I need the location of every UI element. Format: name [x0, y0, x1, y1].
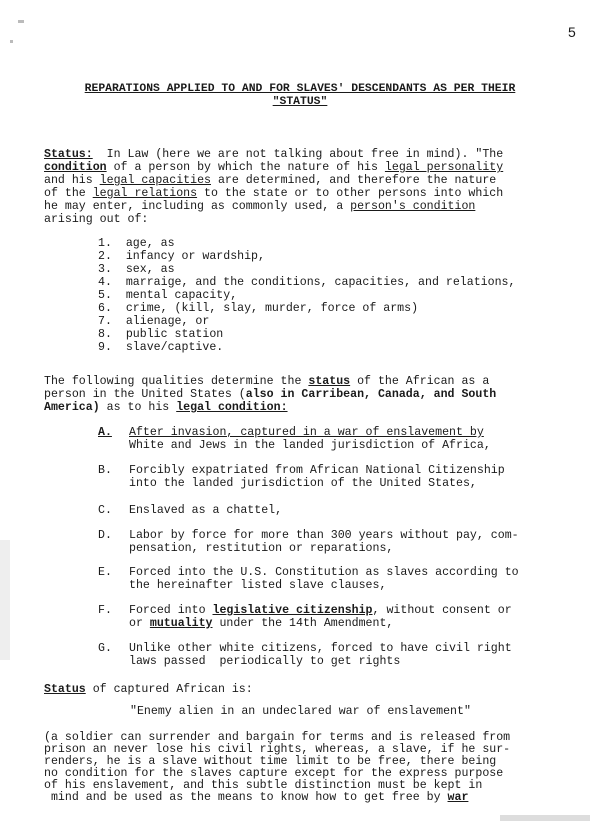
list-item: 3. sex, as	[98, 263, 175, 276]
status-line-5: he may enter, including as commonly used, a person's condition	[44, 200, 476, 213]
list-item: 2. infancy or wardship,	[98, 250, 265, 263]
list-item-continued: pensation, restitution or reparations,	[129, 542, 394, 555]
document-title: REPARATIONS APPLIED TO AND FOR SLAVES' DESCENDANTS AS PER THEIR	[84, 83, 516, 95]
list-item: 8. public station	[98, 328, 224, 341]
closing-line: of his enslavement, and this subtle distinction must be kept in	[44, 779, 483, 792]
list-item: A. After invasion, captured in a war of enslavement by	[98, 426, 484, 439]
page-number: 5	[568, 24, 576, 40]
status-line-4: of the legal relations to the state or to other persons into which	[44, 187, 504, 200]
list-item: 1. age, as	[98, 237, 175, 250]
list-item: G. Unlike other white citizens, forced to have civil right	[98, 642, 512, 655]
status-line-1: Status: In Law (here we are not talking about free in mind). "The	[44, 148, 504, 161]
list-item: F. Forced into legislative citizenship, without consent or	[98, 604, 512, 617]
document-title-line2: "STATUS"	[272, 96, 328, 108]
scan-speck	[10, 40, 13, 43]
captured-status-quote: "Enemy alien in an undeclared war of enslavement"	[130, 705, 471, 718]
list-item: C. Enslaved as a chattel,	[98, 504, 283, 517]
list-item: E. Forced into the U.S. Constitution as slaves according to	[98, 566, 519, 579]
list-item-continued: into the landed jurisdiction of the United States,	[129, 477, 477, 490]
qualities-line-1: The following qualities determine the status of the African as a	[44, 375, 490, 388]
captured-status-line: Status of captured African is:	[44, 683, 253, 696]
list-item: 9. slave/captive.	[98, 341, 224, 354]
list-item: 4. marraige, and the conditions, capacities, and relations,	[98, 276, 516, 289]
list-item: D. Labor by force for more than 300 years without pay, com-	[98, 529, 519, 542]
qualities-line-2: person in the United States (also in Carribean, Canada, and South	[44, 388, 497, 401]
scan-shadow	[0, 540, 10, 660]
scan-speck	[18, 20, 24, 23]
status-line-3: and his legal capacities are determined, and therefore the nature	[44, 174, 497, 187]
closing-line: (a soldier can surrender and bargain for terms and is released from	[44, 731, 511, 744]
list-item: 7. alienage, or	[98, 315, 210, 328]
status-line-6: arising out of:	[44, 213, 149, 226]
list-item-continued: or mutuality under the 14th Amendment,	[129, 617, 394, 630]
list-item-continued: White and Jews in the landed jurisdiction of Africa,	[129, 439, 491, 452]
closing-line: renders, he is a slave without time limit to be free, there being	[44, 755, 497, 768]
qualities-line-3: America) as to his legal condition:	[44, 401, 288, 414]
list-item-continued: the hereinafter listed slave clauses,	[129, 579, 387, 592]
list-item: 6. crime, (kill, slay, murder, force of arms)	[98, 302, 419, 315]
closing-line: prison an never lose his civil rights, whereas, a slave, if he sur-	[44, 743, 511, 756]
list-item: B. Forcibly expatriated from African National Citizenship	[98, 464, 505, 477]
closing-line: mind and be used as the means to know how to get free by war	[44, 791, 469, 804]
closing-line: no condition for the slaves capture except for the express purpose	[44, 767, 504, 780]
status-line-2: condition of a person by which the nature of his legal personality	[44, 161, 504, 174]
list-item: 5. mental capacity,	[98, 289, 238, 302]
list-item-continued: laws passed periodically to get rights	[129, 655, 401, 668]
scan-shadow	[500, 815, 590, 821]
conditions-list	[98, 237, 515, 354]
